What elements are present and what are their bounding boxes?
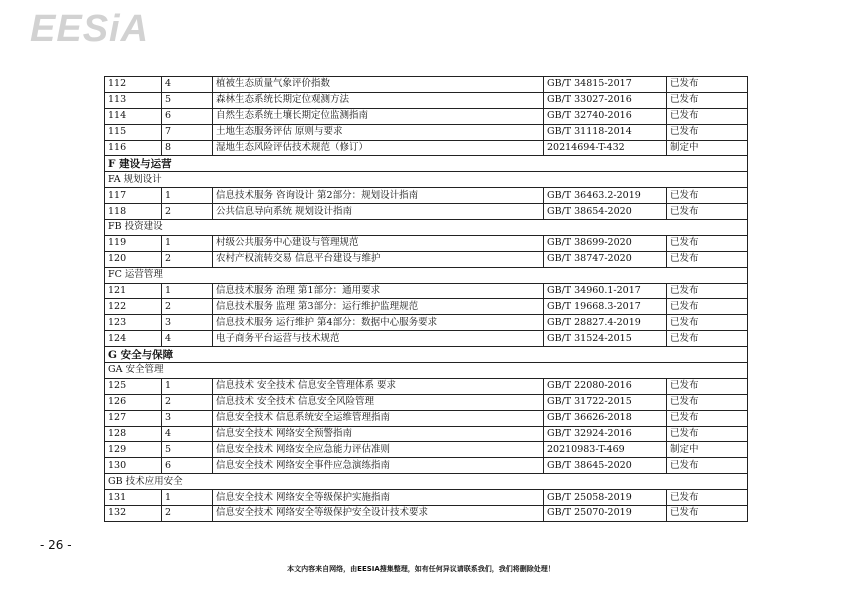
- standard-status: 已发布: [667, 77, 748, 93]
- row-sequence: 2: [162, 299, 213, 315]
- standard-status: 制定中: [667, 442, 748, 458]
- table-row: [105, 299, 748, 315]
- subcategory-title: GA 安全管理: [105, 363, 748, 379]
- row-sequence: 1: [162, 378, 213, 394]
- row-number: 131: [105, 490, 162, 506]
- table-row: [105, 108, 748, 124]
- table-row: [105, 235, 748, 251]
- row-sequence: 8: [162, 140, 213, 156]
- standard-name: 信息技术 安全技术 信息安全风险管理: [213, 394, 544, 410]
- row-number: 123: [105, 315, 162, 331]
- row-sequence: 1: [162, 283, 213, 299]
- standard-code: GB/T 38654-2020: [544, 204, 667, 220]
- row-number: 115: [105, 124, 162, 140]
- row-number: 118: [105, 204, 162, 220]
- subcategory-header-row: [105, 363, 748, 379]
- standard-name: 电子商务平台运营与技术规范: [213, 331, 544, 347]
- row-sequence: 2: [162, 394, 213, 410]
- row-number: 128: [105, 426, 162, 442]
- row-number: 117: [105, 188, 162, 204]
- table-row: [105, 490, 748, 506]
- table-row: [105, 506, 748, 522]
- table-row: [105, 331, 748, 347]
- standard-status: 已发布: [667, 490, 748, 506]
- row-sequence: 7: [162, 124, 213, 140]
- standard-code: GB/T 33027-2016: [544, 92, 667, 108]
- standard-code: GB/T 25070-2019: [544, 506, 667, 522]
- table-row: [105, 124, 748, 140]
- subcategory-title: FB 投资建设: [105, 220, 748, 236]
- standard-status: 已发布: [667, 92, 748, 108]
- standard-code: GB/T 34960.1-2017: [544, 283, 667, 299]
- standard-name: 信息技术服务 治理 第1部分：通用要求: [213, 283, 544, 299]
- row-number: 124: [105, 331, 162, 347]
- standard-code: GB/T 22080-2016: [544, 378, 667, 394]
- standard-status: 已发布: [667, 283, 748, 299]
- standard-name: 公共信息导向系统 规划设计指南: [213, 204, 544, 220]
- standard-code: GB/T 36626-2018: [544, 410, 667, 426]
- row-sequence: 1: [162, 235, 213, 251]
- subcategory-header-row: [105, 172, 748, 188]
- row-sequence: 4: [162, 331, 213, 347]
- row-number: 113: [105, 92, 162, 108]
- standard-name: 农村产权流转交易 信息平台建设与维护: [213, 251, 544, 267]
- standard-name: 信息技术服务 监理 第3部分：运行维护监理规范: [213, 299, 544, 315]
- standard-name: 信息技术 安全技术 信息安全管理体系 要求: [213, 378, 544, 394]
- table-row: [105, 251, 748, 267]
- subcategory-title: FC 运营管理: [105, 267, 748, 283]
- table-row: [105, 378, 748, 394]
- standard-status: 已发布: [667, 378, 748, 394]
- category-header-row: [105, 347, 748, 363]
- standard-code: GB/T 31118-2014: [544, 124, 667, 140]
- row-number: 116: [105, 140, 162, 156]
- table-row: [105, 394, 748, 410]
- subcategory-header-row: [105, 474, 748, 490]
- row-sequence: 5: [162, 442, 213, 458]
- row-sequence: 2: [162, 204, 213, 220]
- standard-name: 信息安全技术 网络安全应急能力评估准则: [213, 442, 544, 458]
- row-sequence: 1: [162, 188, 213, 204]
- standard-code: GB/T 38747-2020: [544, 251, 667, 267]
- standard-status: 已发布: [667, 204, 748, 220]
- row-sequence: 1: [162, 490, 213, 506]
- eesia-logo: EESiA: [30, 8, 150, 50]
- row-sequence: 5: [162, 92, 213, 108]
- row-number: 119: [105, 235, 162, 251]
- standard-code: GB/T 38645-2020: [544, 458, 667, 474]
- row-sequence: 6: [162, 458, 213, 474]
- row-number: 125: [105, 378, 162, 394]
- standard-code: GB/T 28827.4-2019: [544, 315, 667, 331]
- row-sequence: 3: [162, 410, 213, 426]
- standard-code: GB/T 19668.3-2017: [544, 299, 667, 315]
- standard-code: GB/T 31722-2015: [544, 394, 667, 410]
- standard-status: 已发布: [667, 426, 748, 442]
- standard-status: 已发布: [667, 299, 748, 315]
- table-row: [105, 315, 748, 331]
- row-sequence: 3: [162, 315, 213, 331]
- standard-code: GB/T 34815-2017: [544, 77, 667, 93]
- row-number: 129: [105, 442, 162, 458]
- standard-name: 土地生态服务评估 原则与要求: [213, 124, 544, 140]
- table-row: [105, 442, 748, 458]
- standard-status: 已发布: [667, 331, 748, 347]
- row-number: 112: [105, 77, 162, 93]
- table-row: [105, 188, 748, 204]
- standard-code: GB/T 32924-2016: [544, 426, 667, 442]
- category-header-row: [105, 156, 748, 172]
- standard-name: 信息技术服务 咨询设计 第2部分：规划设计指南: [213, 188, 544, 204]
- row-sequence: 2: [162, 251, 213, 267]
- standard-code: GB/T 32740-2016: [544, 108, 667, 124]
- standard-status: 已发布: [667, 458, 748, 474]
- table-row: [105, 92, 748, 108]
- standard-name: 信息技术服务 运行维护 第4部分：数据中心服务要求: [213, 315, 544, 331]
- row-number: 121: [105, 283, 162, 299]
- row-number: 114: [105, 108, 162, 124]
- row-sequence: 4: [162, 426, 213, 442]
- row-sequence: 2: [162, 506, 213, 522]
- standard-name: 自然生态系统土壤长期定位监测指南: [213, 108, 544, 124]
- row-number: 122: [105, 299, 162, 315]
- row-sequence: 4: [162, 77, 213, 93]
- footer-disclaimer: 本文内容来自网络，由EESIA搜集整理，如有任何异议请联系我们，我们将删除处理！: [287, 565, 555, 573]
- row-number: 132: [105, 506, 162, 522]
- standard-status: 制定中: [667, 140, 748, 156]
- table-row: [105, 140, 748, 156]
- table-row: [105, 204, 748, 220]
- standard-name: 信息安全技术 信息系统安全运维管理指南: [213, 410, 544, 426]
- table-row: [105, 458, 748, 474]
- standard-name: 信息安全技术 网络安全等级保护实施指南: [213, 490, 544, 506]
- standard-code: 20210983-T-469: [544, 442, 667, 458]
- row-number: 120: [105, 251, 162, 267]
- subcategory-header-row: [105, 220, 748, 236]
- standard-code: 20214694-T-432: [544, 140, 667, 156]
- standard-status: 已发布: [667, 506, 748, 522]
- standard-status: 已发布: [667, 251, 748, 267]
- standards-table: [104, 76, 748, 522]
- standard-status: 已发布: [667, 410, 748, 426]
- standard-name: 湿地生态风险评估技术规范（修订）: [213, 140, 544, 156]
- table-row: [105, 77, 748, 93]
- standard-status: 已发布: [667, 394, 748, 410]
- standard-status: 已发布: [667, 188, 748, 204]
- row-number: 130: [105, 458, 162, 474]
- table-row: [105, 410, 748, 426]
- row-number: 126: [105, 394, 162, 410]
- standard-code: GB/T 25058-2019: [544, 490, 667, 506]
- standard-name: 信息安全技术 网络安全等级保护安全设计技术要求: [213, 506, 544, 522]
- subcategory-title: FA 规划设计: [105, 172, 748, 188]
- subcategory-title: GB 技术应用安全: [105, 474, 748, 490]
- standard-code: GB/T 38699-2020: [544, 235, 667, 251]
- standard-name: 植被生态质量气象评价指数: [213, 77, 544, 93]
- standard-status: 已发布: [667, 124, 748, 140]
- row-number: 127: [105, 410, 162, 426]
- standard-code: GB/T 31524-2015: [544, 331, 667, 347]
- subcategory-header-row: [105, 267, 748, 283]
- page-number: - 26 -: [40, 538, 72, 552]
- standard-name: 森林生态系统长期定位观测方法: [213, 92, 544, 108]
- table-row: [105, 426, 748, 442]
- standard-name: 信息安全技术 网络安全事件应急演练指南: [213, 458, 544, 474]
- standard-name: 信息安全技术 网络安全预警指南: [213, 426, 544, 442]
- table-row: [105, 283, 748, 299]
- standard-status: 已发布: [667, 315, 748, 331]
- standard-name: 村级公共服务中心建设与管理规范: [213, 235, 544, 251]
- category-title: F 建设与运营: [105, 156, 748, 172]
- standard-status: 已发布: [667, 235, 748, 251]
- standard-status: 已发布: [667, 108, 748, 124]
- row-sequence: 6: [162, 108, 213, 124]
- category-title: G 安全与保障: [105, 347, 748, 363]
- standard-code: GB/T 36463.2-2019: [544, 188, 667, 204]
